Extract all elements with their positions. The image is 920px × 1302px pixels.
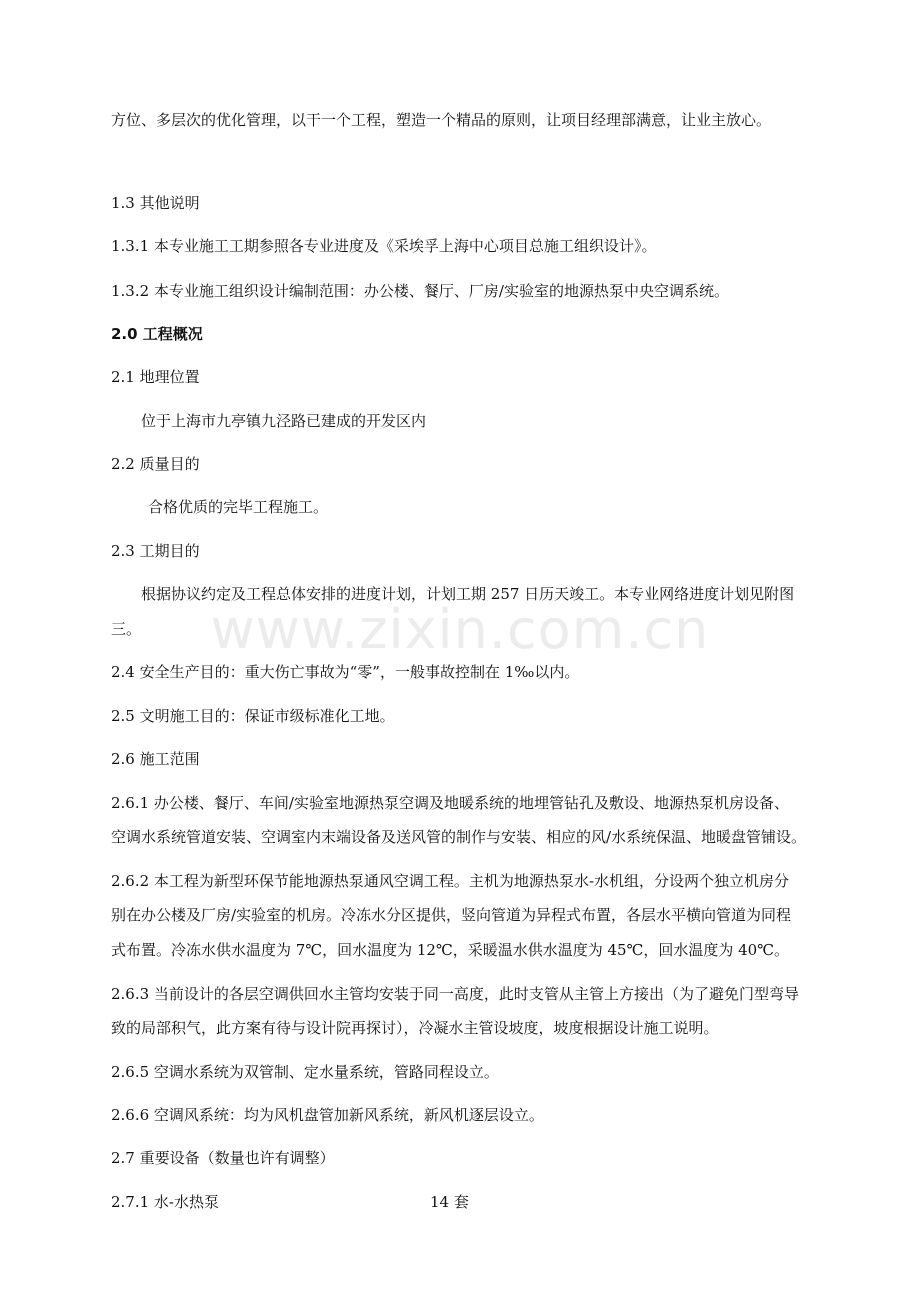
paragraph-2-6-5: 2.6.5 空调水系统为双管制、定水量系统，管路同程设立。	[111, 1063, 499, 1081]
heading-2-7: 2.7 重要设备（数量也许有调整）	[111, 1149, 335, 1167]
watermark: www.zixin.com.cn	[210, 598, 710, 661]
heading-2-0: 2.0 工程概况	[111, 325, 203, 343]
paragraph-2-6-1-line-2: 空调水系统管道安装、空调室内末端设备及送风管的制作与安装、相应的风/水系统保温、地暖盘管铺设。	[111, 828, 807, 846]
paragraph-1-3-1: 1.3.1 本专业施工工期参照各专业进度及《采埃孚上海中心项目总施工组织设计》。	[111, 237, 657, 255]
paragraph-2-6-6: 2.6.6 空调风系统：均为风机盘管加新风系统，新风机逐层设立。	[111, 1106, 544, 1124]
paragraph-2-6-1-line-1: 2.6.1 办公楼、餐厅、车间/实验室地源热泵空调及地暖系统的地埋管钻孔及敷设、地源热泵机房设备、	[111, 794, 789, 812]
paragraph-2-5: 2.5 文明施工目的：保证市级标准化工地。	[111, 707, 395, 725]
paragraph-2-4: 2.4 安全生产目的：重大伤亡事故为“零”，一般事故控制在 1‰以内。	[111, 663, 580, 681]
heading-2-1: 2.1 地理位置	[111, 368, 200, 386]
paragraph-2-6-2-line-1: 2.6.2 本工程为新型环保节能地源热泵通风空调工程。主机为地源热泵水-水机组，分设两个独立机房分	[111, 872, 790, 890]
paragraph-2-2-body: 合格优质的完毕工程施工。	[148, 498, 329, 516]
paragraph-2-6-2-line-3: 式布置。冷冻水供水温度为 7℃，回水温度为 12℃，采暖温水供水温度为 45℃，回水温度为 40℃。	[111, 941, 789, 959]
paragraph-2-6-3-line-2: 致的局部积气，此方案有待与设计院再探讨），冷凝水主管设坡度，坡度根据设计施工说明。	[111, 1019, 719, 1037]
heading-2-3: 2.3 工期目的	[111, 542, 200, 560]
paragraph-2-6-2-line-2: 别在办公楼及厂房/实验室的机房。冷冻水分区提供，竖向管道为异程式布置，各层水平横向管道为同程	[111, 906, 792, 924]
paragraph-2-3-line-2: 三。	[111, 620, 142, 638]
paragraph-1-3-2: 1.3.2 本专业施工组织设计编制范围：办公楼、餐厅、厂房/实验室的地源热泵中央空调系统。	[111, 282, 729, 300]
paragraph-2-1-body: 位于上海市九亭镇九泾路已建成的开发区内	[141, 412, 427, 430]
paragraph-2-3-line-1: 根据协议约定及工程总体安排的进度计划，计划工期 257 日历天竣工。本专业网络进度计划见附图	[141, 585, 795, 603]
heading-2-6: 2.6 施工范围	[111, 750, 200, 768]
paragraph-2-6-3-line-1: 2.6.3 当前设计的各层空调供回水主管均安装于同一高度，此时支管从主管上方接出（为了避免门型弯导	[111, 985, 799, 1003]
paragraph-intro: 方位、多层次的优化管理，以干一个工程，塑造一个精品的原则，让项目经理部满意，让业主放心。	[111, 111, 772, 129]
heading-1-3: 1.3 其他说明	[111, 194, 200, 212]
equipment-item-quantity: 14 套	[430, 1193, 469, 1211]
heading-2-2: 2.2 质量目的	[111, 455, 200, 473]
equipment-item-name: 2.7.1 水-水热泵	[111, 1193, 220, 1211]
